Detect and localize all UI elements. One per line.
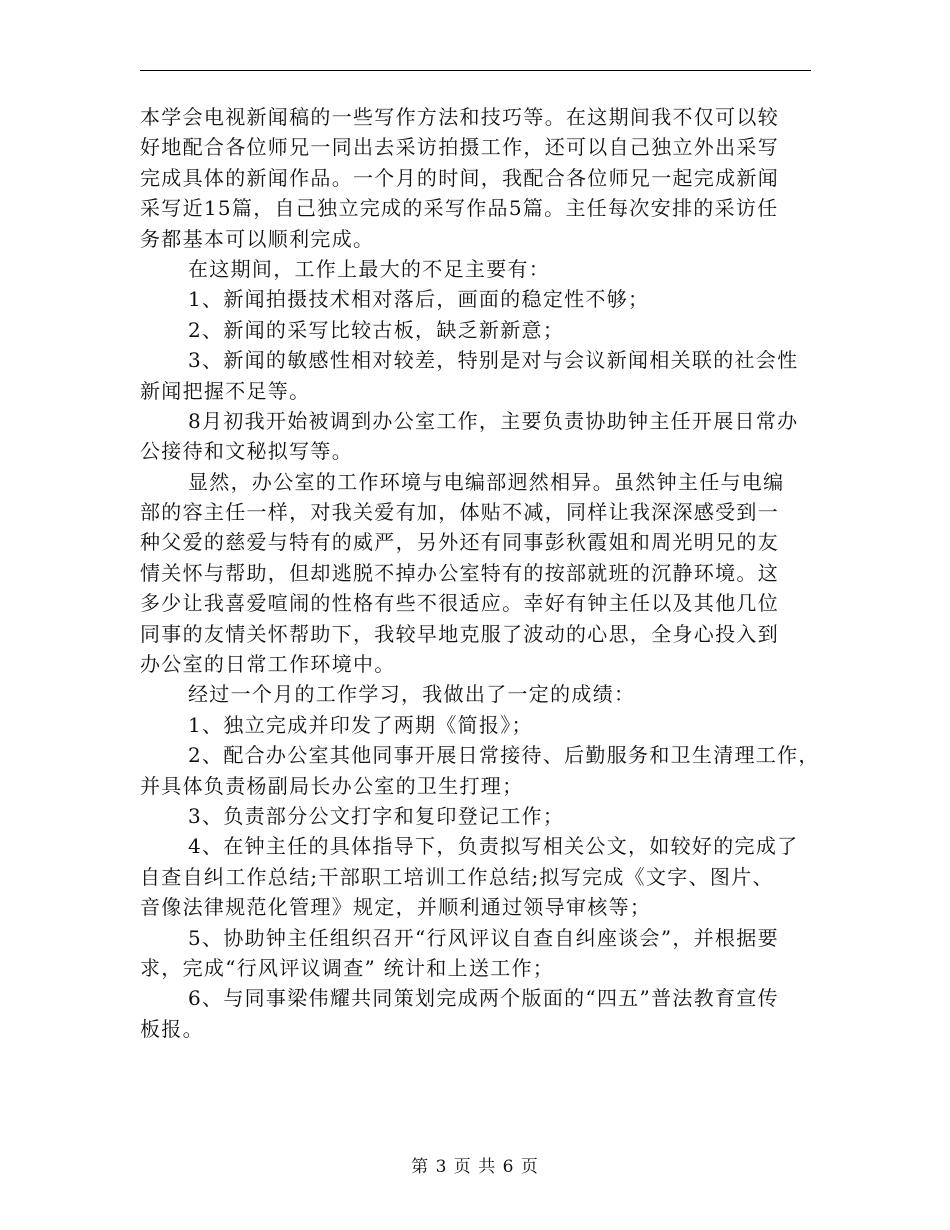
text-line: 自查自纠工作总结;干部职工培训工作总结;拟写完成《文字、图片、	[140, 864, 774, 889]
text-line: 1、新闻拍摄技术相对落后，画面的稳定性不够；	[188, 287, 650, 312]
text-line: 部的容主任一样，对我关爱有加，体贴不减，同样让我深深感受到一	[140, 500, 779, 525]
text-line: 完成具体的新闻作品。一个月的时间，我配合各位师兄一起完成新闻	[140, 165, 779, 190]
text-line: 办公室的日常工作环境中。	[140, 652, 396, 677]
text-line: 求，完成“行风评议调查” 统计和上送工作；	[140, 955, 555, 980]
text-line: 本学会电视新闻稿的一些写作方法和技巧等。在这期间我不仅可以较	[140, 105, 779, 129]
text-line: 6、与同事梁伟耀共同策划完成两个版面的“四五”普法教育宣传	[188, 986, 779, 1011]
text-line: 好地配合各位师兄一同出去采访拍摄工作，还可以自己独立外出采写	[140, 135, 779, 160]
text-line: 5、协助钟主任组织召开“行风评议自查自纠座谈会”，并根据要	[188, 925, 779, 950]
text-line: 2、新闻的采写比较古板，缺乏新新意；	[188, 317, 565, 342]
text-line: 并具体负责杨副局长办公室的卫生打理；	[140, 773, 524, 798]
text-line: 务都基本可以顺利完成。	[140, 226, 375, 251]
text-line: 经过一个月的工作学习，我做出了一定的成绩：	[188, 682, 636, 707]
body-text	[140, 102, 820, 1044]
text-line: 3、负责部分公文打字和复印登记工作；	[188, 803, 565, 828]
text-line: 多少让我喜爱喧闹的性格有些不很适应。幸好有钟主任以及其他几位	[140, 591, 779, 616]
text-line: 2、配合办公室其他同事开展日常接待、后勤服务和卫生清理工作，	[188, 743, 820, 768]
text-line: 音像法律规范化管理》规定，并顺利通过领导审核等；	[140, 895, 652, 920]
page-footer: 第 3 页 共 6 页	[411, 1157, 539, 1177]
text-line: 采写近15篇，自己独立完成的采写作品5篇。主任每次安排的采访任	[140, 196, 779, 221]
text-line: 4、在钟主任的具体指导下，负责拟写相关公文，如较好的完成了	[188, 834, 799, 859]
header-rule	[140, 70, 811, 71]
text-line: 板报。	[140, 1016, 204, 1041]
text-line: 显然，办公室的工作环境与电编部迥然相异。虽然钟主任与电编	[188, 469, 785, 494]
text-line: 1、独立完成并印发了两期《简报》；	[188, 712, 533, 737]
text-line: 新闻把握不足等。	[140, 378, 311, 403]
text-line: 同事的友情关怀帮助下，我较早地克服了波动的心思，全身心投入到	[140, 621, 779, 646]
text-line: 种父爱的慈爱与特有的威严，另外还有同事彭秋霞姐和周光明兄的友	[140, 530, 779, 555]
text-line: 情关怀与帮助，但却逃脱不掉办公室特有的按部就班的沉静环境。这	[140, 560, 779, 585]
text-line: 在这期间，工作上最大的不足主要有：	[188, 256, 551, 281]
text-line: 公接待和文秘拟写等。	[140, 439, 353, 464]
text-line: 8月初我开始被调到办公室工作，主要负责协助钟主任开展日常办	[188, 408, 799, 433]
text-line: 3、新闻的敏感性相对较差，特别是对与会议新闻相关联的社会性	[188, 348, 799, 373]
